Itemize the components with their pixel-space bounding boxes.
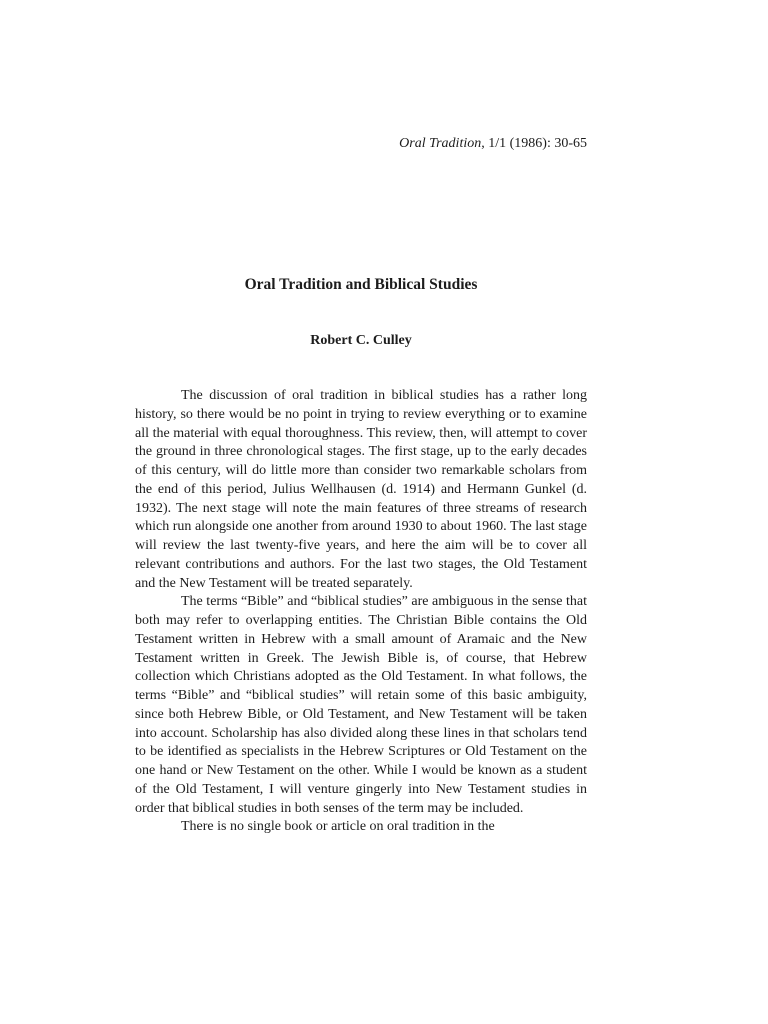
paragraph-1: The discussion of oral tradition in biblical studies has a rather long history, so there would be no point in trying to review everything or to examine all the material with equal thoroughness. This review, then, will attempt to cover the ground in three chronological stages. The first stage, up to the early decades of this century, will do little more than consider two remarkable scholars from the end of this period, Julius Wellhausen (d. 1914) and Hermann Gunkel (d. 1932). The next stage will note the main features of three streams of research which run alongside one another from around 1930 to about 1960. The last stage will review the last twenty-five years, and here the aim will be to cover all relevant contributions and authors. For the last two stages, the Old Testament and the New Testament will be treated separately. bbox=[135, 388, 587, 591]
paragraph-3: There is no single book or article on oral tradition in the bbox=[181, 819, 495, 835]
paragraph-2: The terms “Bible” and “biblical studies” are ambiguous in the sense that both may refer to overlapping entities. The Christian Bible contains the Old Testament written in Hebrew with a small amount of Aramaic and the New Testament written in Greek. The Jewish Bible is, of course, that Hebrew collection which Christians adopted as the Old Testament. In what follows, the terms “Bible” and “biblical studies” will retain some of this basic ambiguity, since both Hebrew Bible, or Old Testament, and New Testament will be taken into account. Scholarship has also divided along these lines in that scholars tend to be identified as specialists in the Hebrew Scriptures or Old Testament on the one hand or New Testament on the other. While I would be known as a student of the Old Testament, I will venture gingerly into New Testament studies in order that biblical studies in both senses of the term may be included. bbox=[135, 594, 587, 816]
journal-issue: , 1/1 (1986): 30-65 bbox=[481, 136, 587, 151]
article-author: Robert C. Culley bbox=[310, 333, 412, 348]
article-body bbox=[135, 387, 587, 837]
journal-citation bbox=[399, 135, 587, 153]
journal-name: Oral Tradition bbox=[399, 136, 482, 151]
article-title: Oral Tradition and Biblical Studies bbox=[244, 276, 478, 293]
